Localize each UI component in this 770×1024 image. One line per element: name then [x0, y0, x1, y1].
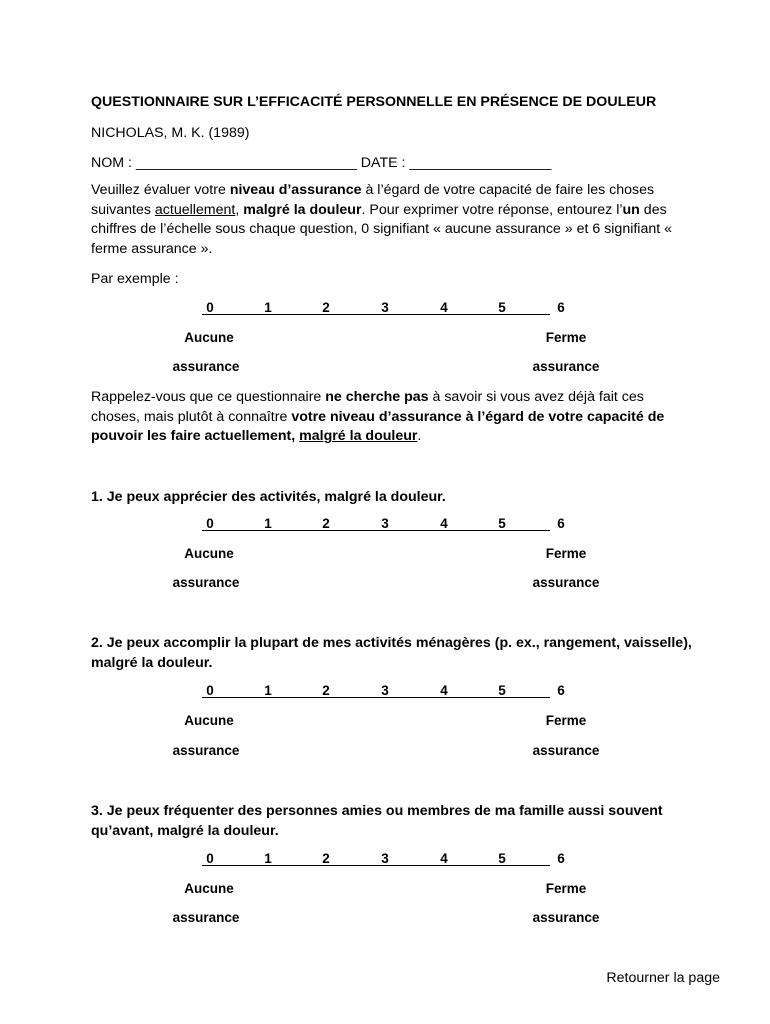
document-title: QUESTIONNAIRE SUR L’EFFICACITÉ PERSONNELLE EN PRÉSENCE DE DOULEUR	[91, 94, 657, 110]
rating-scale-q3	[180, 851, 580, 867]
scale-6[interactable]: 6	[557, 683, 565, 698]
scale-high-label: Ferme	[545, 330, 587, 345]
example-label: Par exemple :	[91, 271, 179, 287]
scale-1[interactable]: 1	[264, 683, 272, 698]
text-run: Rappelez-vous que ce questionnaire	[91, 389, 326, 405]
scale-2[interactable]: 2	[322, 300, 330, 315]
scale-1[interactable]: 1	[264, 516, 272, 531]
text-run-bold: un	[622, 201, 640, 218]
scale-3[interactable]: 3	[381, 516, 389, 531]
scale-0[interactable]: 0	[206, 300, 214, 315]
scale-4[interactable]: 4	[440, 300, 448, 315]
scale-high-label: assurance	[532, 910, 600, 925]
rating-scale-q1	[180, 516, 580, 532]
scale-5[interactable]: 5	[498, 851, 506, 866]
scale-1[interactable]: 1	[264, 851, 272, 866]
text-run: .	[417, 428, 422, 445]
scale-low-label: assurance	[172, 743, 240, 758]
scale-6[interactable]: 6	[557, 851, 565, 866]
scale-high-label: assurance	[532, 359, 600, 374]
scale-low-label: assurance	[172, 910, 240, 925]
scale-high-label: Ferme	[545, 546, 587, 561]
scale-0[interactable]: 0	[206, 851, 214, 866]
scale-low-label: Aucune	[184, 881, 234, 896]
rating-scale-q2	[180, 683, 580, 699]
scale-3[interactable]: 3	[381, 683, 389, 698]
scale-4[interactable]: 4	[440, 851, 448, 866]
scale-high-label: assurance	[532, 575, 600, 590]
text-run: des chiffres de l’échelle sous chaque question, 0 signifiant « aucune assurance » et 6 signifiant « ferme assurance ».	[91, 201, 673, 257]
question-2: 2. Je peux accomplir la plupart de mes activités ménagères (p. ex., rangement, vaisselle), malgré la douleur.	[91, 635, 692, 671]
instructions-paragraph	[91, 181, 691, 259]
text-run-bold: malgré la douleur	[243, 201, 362, 218]
scale-low-label: assurance	[172, 359, 240, 374]
text-run-underline: actuellement	[154, 201, 236, 218]
turn-page-note: Retourner la page	[606, 970, 720, 986]
text-run-bold: niveau d’assurance	[229, 182, 362, 198]
scale-high-label: Ferme	[545, 881, 587, 896]
scale-0[interactable]: 0	[206, 683, 214, 698]
scale-5[interactable]: 5	[498, 300, 506, 315]
scale-high-label: assurance	[532, 743, 600, 758]
scale-low-label: Aucune	[184, 546, 234, 561]
text-run-bold: ne cherche pas	[325, 389, 429, 405]
rating-scale-example	[180, 300, 580, 316]
text-run: ,	[235, 201, 244, 218]
scale-low-label: Aucune	[184, 330, 234, 345]
question-3: 3. Je peux fréquenter des personnes amies ou membres de ma famille aussi souvent qu’avant, malgré la douleur.	[91, 803, 663, 839]
scale-3[interactable]: 3	[381, 851, 389, 866]
text-run: Veuillez évaluer votre	[91, 182, 230, 198]
scale-2[interactable]: 2	[322, 851, 330, 866]
scale-4[interactable]: 4	[440, 683, 448, 698]
scale-5[interactable]: 5	[498, 683, 506, 698]
scale-1[interactable]: 1	[264, 300, 272, 315]
scale-2[interactable]: 2	[322, 516, 330, 531]
scale-5[interactable]: 5	[498, 516, 506, 531]
scale-6[interactable]: 6	[557, 300, 565, 315]
reminder-paragraph	[91, 388, 691, 447]
scale-3[interactable]: 3	[381, 300, 389, 315]
name-date-line: NOM : ____________________________ DATE : __________________	[91, 155, 552, 171]
question-1: 1. Je peux apprécier des activités, malgré la douleur.	[91, 489, 446, 505]
scale-2[interactable]: 2	[322, 683, 330, 698]
scale-low-label: assurance	[172, 575, 240, 590]
text-run: à savoir si vous avez déjà fait ces choses, mais plutôt à connaître	[91, 389, 644, 425]
text-run: à l’égard de votre capacité de faire les choses suivantes	[91, 182, 655, 218]
scale-4[interactable]: 4	[440, 516, 448, 531]
scale-6[interactable]: 6	[557, 516, 565, 531]
scale-high-label: Ferme	[545, 713, 587, 728]
scale-low-label: Aucune	[184, 713, 234, 728]
text-run-bold-underline: malgré la douleur	[299, 428, 418, 445]
text-run-bold: votre niveau d’assurance à l’égard de votre capacité de pouvoir les faire actuellement,	[91, 408, 665, 445]
author-citation: NICHOLAS, M. K. (1989)	[91, 125, 250, 141]
scale-0[interactable]: 0	[206, 516, 214, 531]
text-run: . Pour exprimer votre réponse, entourez l’	[361, 201, 623, 218]
